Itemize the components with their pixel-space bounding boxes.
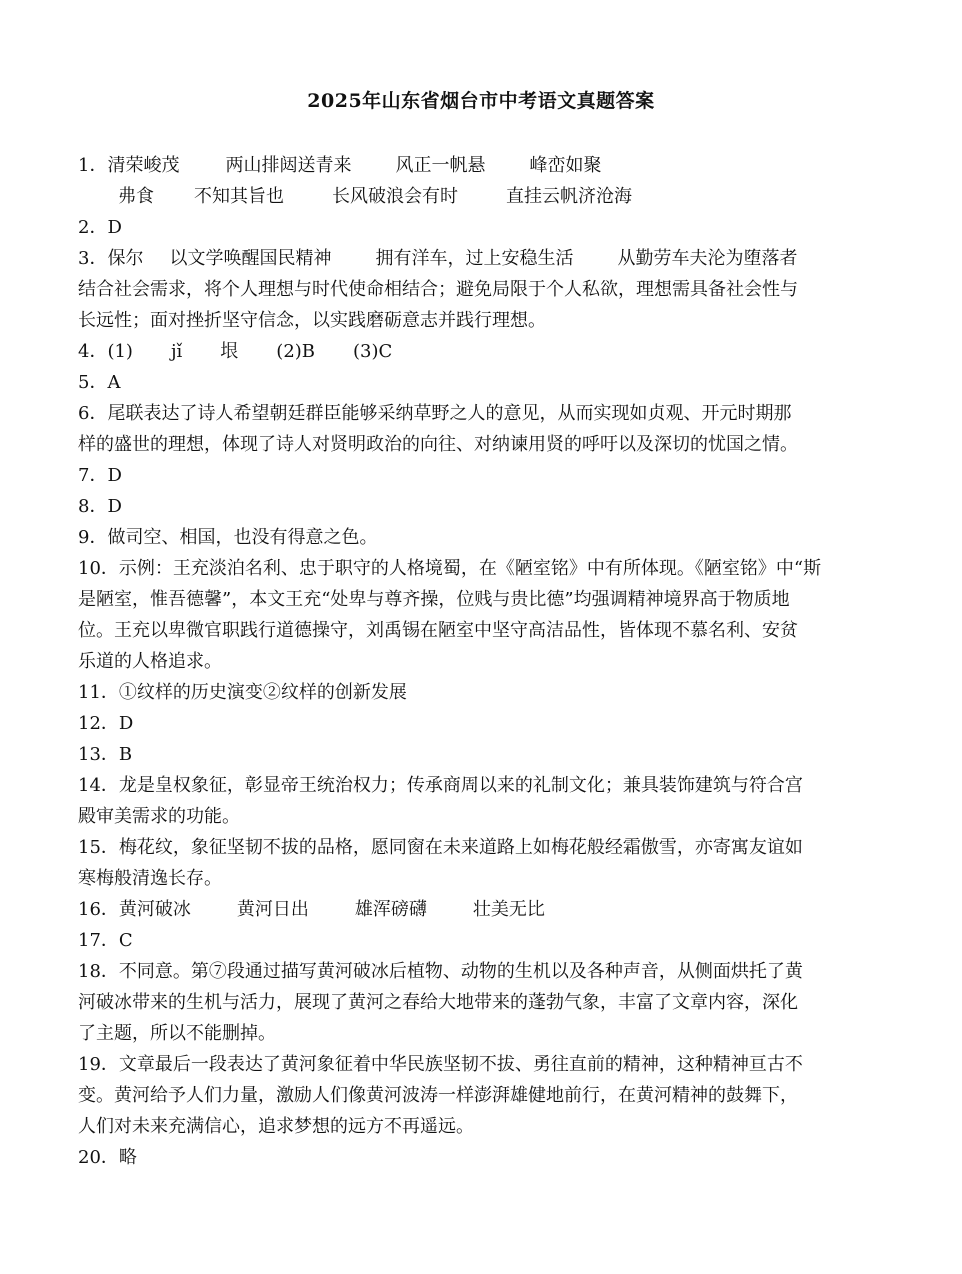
answer-5: 5．A [78, 372, 121, 393]
answer-part: jǐ [170, 341, 183, 362]
page-title: 2025年山东省烟台市中考语文真题答案 [307, 90, 655, 112]
answer-10-line-2: 是陋室，惟吾德馨”，本文王充“处卑与尊齐操，位贱与贵比德”均强调精神境界高于物质地 [78, 589, 790, 610]
answer-part: (2)B [276, 341, 316, 362]
answer-number: 4． [78, 341, 108, 362]
answer-number: 16． [78, 899, 119, 920]
answer-6-line-2: 样的盛世的理想，体现了诗人对贤明政治的向往、对纳谏用贤的呼吁以及深切的忧国之情。 [78, 434, 798, 455]
answer-part: 不知其旨也 [194, 186, 284, 207]
answer-part: 风正一帆悬 [395, 155, 486, 176]
answer-12: 12．D [78, 713, 134, 734]
answer-part: 清荣峻茂 [107, 155, 180, 176]
answer-3-line-3: 长远性；面对挫折坚守信念，以实践磨砺意志并践行理想。 [78, 310, 546, 331]
answer-10-line-4: 乐道的人格追求。 [78, 651, 222, 672]
answer-2: 2．D [78, 217, 122, 238]
answer-10-line-3: 位。王充以卑微官职践行道德操守，刘禹锡在陋室中坚守高洁品性，皆体现不慕名利、安贫 [78, 620, 798, 641]
answer-list [78, 150, 838, 1173]
answer-19-line-2: 变。黄河给予人们力量，激励人们像黄河波涛一样澎湃雄健地前行，在黄河精神的鼓舞下， [78, 1085, 798, 1106]
answer-number: 3． [78, 248, 108, 269]
answer-16 [78, 894, 838, 925]
answer-part: 壮美无比 [472, 899, 545, 920]
answer-18-line-2: 河破冰带来的生机与活力，展现了黄河之春给大地带来的蓬勃气象，丰富了文章内容，深化 [78, 992, 798, 1013]
answer-part: 黄河日出 [236, 899, 309, 920]
answer-1-line-2 [78, 181, 838, 212]
answer-part: 黄河破冰 [118, 899, 191, 920]
answer-15-line-1: 15．梅花纹，象征坚韧不拔的品格，愿同窗在未来道路上如梅花般经霜傲雪，亦寄寓友谊如 [78, 837, 803, 858]
answer-part: 长风破浪会有时 [332, 186, 458, 207]
answer-part: 以文学唤醒国民精神 [169, 248, 332, 269]
answer-part: 雄浑磅礴 [354, 899, 427, 920]
answer-14-line-1: 14．龙是皇权象征，彰显帝王统治权力；传承商周以来的礼制文化；兼具装饰建筑与符合宫 [78, 775, 803, 796]
answer-15-line-2: 寒梅般清逸长存。 [78, 868, 222, 889]
answer-20: 20．略 [78, 1147, 137, 1168]
answer-part: 保尔 [107, 248, 144, 269]
answer-part: 从勤劳车夫沦为堕落者 [617, 248, 798, 269]
answer-8: 8．D [78, 496, 122, 517]
answer-3-line-1 [78, 243, 838, 274]
answer-13: 13．B [78, 744, 133, 765]
answer-1-line-1 [78, 150, 838, 181]
answer-18-line-1: 18．不同意。第⑦段通过描写黄河破冰后植物、动物的生机以及各种声音，从侧面烘托了黄 [78, 961, 803, 982]
answer-17: 17．C [78, 930, 133, 951]
answer-19-line-3: 人们对未来充满信心，追求梦想的远方不再遥远。 [78, 1116, 474, 1137]
answer-11: 11．①纹样的历史演变②纹样的创新发展 [78, 682, 407, 703]
answer-4 [78, 336, 838, 367]
answer-10-line-1: 10．示例：王充淡泊名利、忠于职守的人格境蜀，在《陋室铭》中有所体现。《陋室铭》中“斯 [78, 558, 822, 579]
answer-3-line-2: 结合社会需求，将个人理想与时代使命相结合；避免局限于个人私欲，理想需具备社会性与 [78, 279, 798, 300]
answer-part: 拥有洋车，过上安稳生活 [375, 248, 574, 269]
answer-7: 7．D [78, 465, 122, 486]
answer-part: 两山排闼送青来 [225, 155, 352, 176]
answer-14-line-2: 殿审美需求的功能。 [78, 806, 240, 827]
answer-part: (1) [107, 341, 133, 362]
answer-19-line-1: 19．文章最后一段表达了黄河象征着中华民族坚韧不拔、勇往直前的精神，这种精神亘古不 [78, 1054, 803, 1075]
answer-number: 1． [78, 155, 108, 176]
answer-part: 直挂云帆济沧海 [506, 186, 632, 207]
answer-part: 垠 [220, 341, 239, 362]
answer-part: 弗食 [118, 186, 154, 207]
answer-part: (3)C [353, 341, 393, 362]
answer-part: 峰峦如聚 [529, 155, 602, 176]
answer-6-line-1: 6．尾联表达了诗人希望朝廷群臣能够采纳草野之人的意见，从而实现如贞观、开元时期那 [78, 403, 792, 424]
answer-18-line-3: 了主题，所以不能删掉。 [78, 1023, 276, 1044]
answer-9: 9．做司空、相国，也没有得意之色。 [78, 527, 378, 548]
